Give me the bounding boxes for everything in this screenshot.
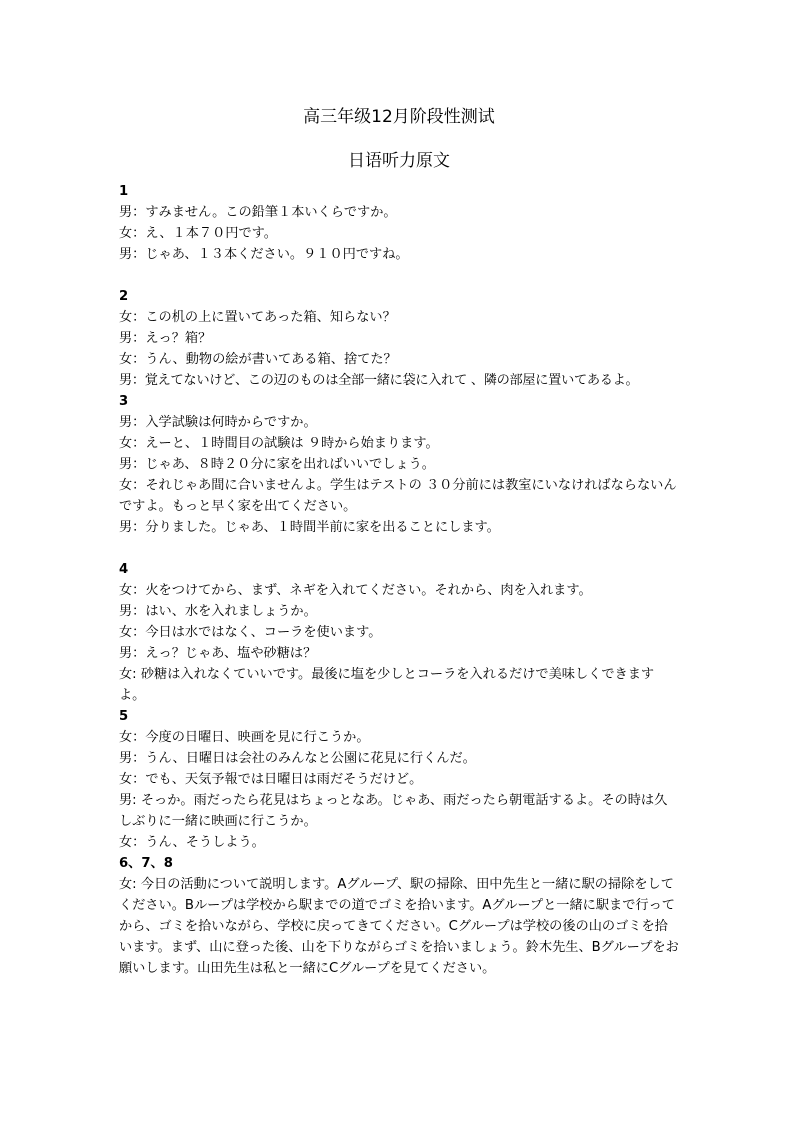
dialogue-line: 男：覚えてないけど、この辺のものは全部一緒に袋に入れて 、隣の部屋に置いてあるよ。: [119, 373, 639, 388]
dialogue-line: 女：でも、天気予報では日曜日は雨だそうだけど。: [119, 772, 423, 787]
section-gap: [119, 538, 679, 559]
section-number: 6、7、8: [119, 856, 173, 871]
dialogue-line: 男: そっか。雨だったら花見はちょっとなあ。じゃあ、雨だったら朝電話するよ。その時は久しぶりに一緒に映画に行こうか。: [119, 793, 668, 829]
section-3: [119, 391, 679, 538]
document-subtitle: 日语听力原文: [348, 151, 450, 171]
dialogue-line: 女：この机の上に置いてあった箱、知らない？: [119, 310, 396, 325]
dialogue-line: 男：じゃあ、１３本ください。９１０円ですね。: [119, 247, 409, 262]
dialogue-line: 女：火をつけてから、まず、ネギを入れてください。それから、肉を入れます。: [119, 583, 592, 598]
section-1: [119, 181, 679, 265]
dialogue-line: 男：分りました。じゃあ、１時間半前に家を出ることにします。: [119, 520, 500, 535]
section-2: [119, 286, 679, 391]
section-number: 2: [119, 289, 129, 304]
document-title: 高三年级12月阶段性测试: [303, 107, 495, 127]
section-number: 3: [119, 394, 129, 409]
section-number: 5: [119, 709, 129, 724]
section-number: 4: [119, 562, 129, 577]
section-5: [119, 706, 679, 853]
dialogue-line: 男：えっ？じゃあ、塩や砂糖は？: [119, 646, 317, 661]
dialogue-line: 女：それじゃあ間に合いませんよ。学生はテストの ３０分前には教室にいなければならないんですよ。もっと早く家を出てください。: [119, 478, 677, 514]
dialogue-line: 男：すみません。この鉛筆１本いくらですか。: [119, 205, 397, 220]
dialogue-line: 女：うん、そうしよう。: [119, 835, 265, 850]
dialogue-line: 女: 今日の活動について説明します。Aグループ、駅の掃除、田中先生と一緒に駅の掃除をしてください。Bループは学校から駅までの道でゴミを拾います。Aグループと一緒に駅まで行ってから、ゴミを拾いながら、学校に戻ってきてください。Cグループは学校の後の山のゴミを拾います。まず、山に登った後、山を下りながらゴミを拾いましょう。鈴木先生、Bグループをお願いします。山田先生は私と一緒にCグループを見てください。: [119, 877, 679, 976]
dialogue-line: 男：えっ？箱？: [119, 331, 212, 346]
section-gap: [119, 265, 679, 286]
dialogue-line: 女：え、１本７０円です。: [119, 226, 277, 241]
dialogue-line: 男：はい、水を入れましょうか。: [119, 604, 317, 619]
dialogue-line: 女：今度の日曜日、映画を見に行こうか。: [119, 730, 370, 745]
section-4: [119, 559, 679, 706]
document-page: [119, 100, 679, 979]
dialogue-line: 男：うん、日曜日は会社のみんなと公園に花見に行くんだ。: [119, 751, 476, 766]
dialogue-line: 女：今日は水ではなく、コーラを使います。: [119, 625, 382, 640]
dialogue-line: 女：うん、動物の絵が書いてある箱、捨てた？: [119, 352, 397, 367]
dialogue-line: 男：じゃあ、８時２０分に家を出ればいいでしょう。: [119, 457, 435, 472]
section-6-7-8: [119, 853, 679, 979]
dialogue-line: 男：入学試験は何時からですか。: [119, 415, 317, 430]
dialogue-line: 女: 砂糖は入れなくていいです。最後に塩を少しとコーラを入れるだけで美味しくできますよ。: [119, 667, 655, 703]
dialogue-line: 女：えーと、１時間目の試験は ９時から始まります。: [119, 436, 439, 451]
section-number: 1: [119, 184, 129, 199]
